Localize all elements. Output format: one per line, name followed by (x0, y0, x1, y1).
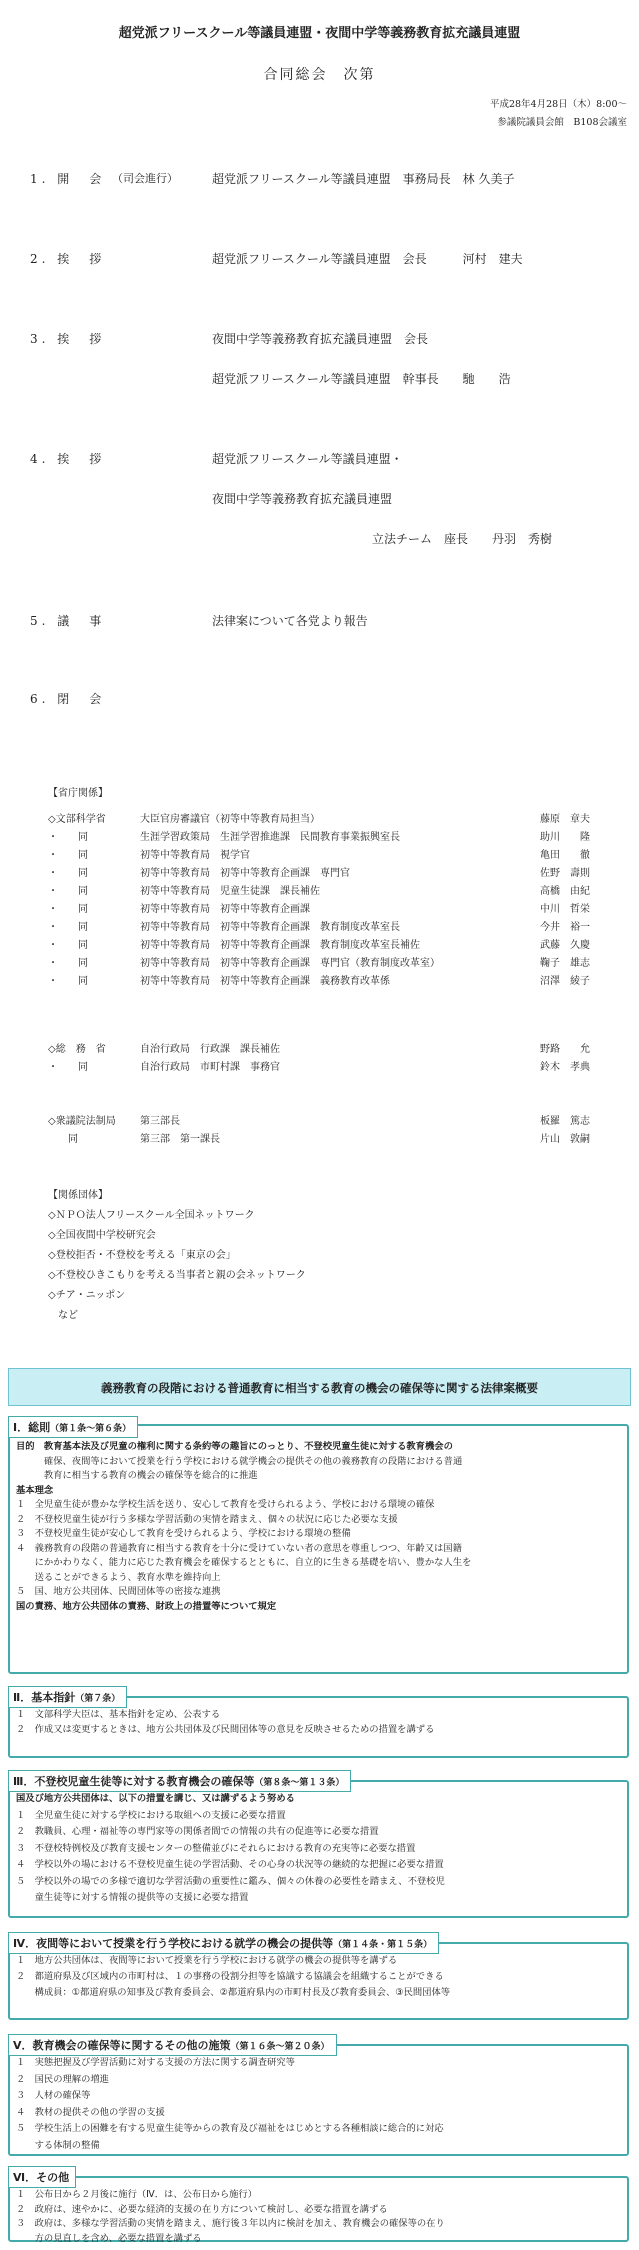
agenda-item-2-line: 超党派フリースクール等議員連盟 会長 河村 建夫 (212, 252, 523, 266)
official-agency: ・ 同 (48, 940, 88, 951)
agenda-item-2-number: 2. 挨 拶 (30, 252, 106, 266)
summary-line: 国の責務、地方公共団体の責務、財政上の措置等について規定 (16, 1600, 277, 1612)
official-position: 第三部 第一課長 (140, 1134, 220, 1145)
agenda-item-3-number: 3. 挨 拶 (30, 332, 106, 346)
document-subtitle: 合同総会 次第 (263, 67, 376, 83)
summary-line: 基本理念 (16, 1484, 54, 1496)
official-name: 野路 允 (540, 1044, 590, 1055)
official-position: 初等中等教育局 初等中等教育企画課 教育制度改革室長補佐 (140, 940, 420, 951)
agenda-item-4-line-1: 超党派フリースクール等議員連盟・ (212, 452, 403, 466)
summary-line: ２ 都道府県及び区域内の市町村は、１の事務の役割分担等を協議する協議会を組織することができる (16, 1971, 444, 1982)
summary-line: ２ 作成又は変更するときは、地方公共団体及び民間団体等の意見を反映させるための措置を講ずる (16, 1724, 435, 1735)
group-item: ◇ＮＰＯ法人フリースクール全国ネットワーク (48, 1210, 255, 1221)
official-agency: ・ 同 (48, 832, 88, 843)
summary-line: ３ 政府は、多様な学習活動の実情を踏まえ、施行後３年以内に検討を加え、教育機会の確保等の在り (16, 2218, 445, 2229)
summary-line: ４ 学校以外の場における不登校児童生徒の学習活動、その心身の状況等の継続的な把握に必要な措置 (16, 1859, 444, 1870)
official-position: 初等中等教育局 児童生徒課 課長補佐 (140, 886, 320, 897)
official-name: 高橋 由紀 (540, 886, 590, 897)
official-name: 武藤 久慶 (540, 940, 590, 951)
official-position: 生涯学習政策局 生涯学習推進課 民間教育事業振興室長 (140, 832, 400, 843)
section-5-heading: Ⅴ．教育機会の確保等に関するその他の施策（第１６条～第２０条） (8, 2034, 337, 2056)
summary-line: １ 実態把握及び学習活動に対する支援の方法に関する調査研究等 (16, 2057, 295, 2068)
section-6-heading: Ⅵ．その他 (8, 2166, 76, 2188)
summary-line: ４ 教材の提供その他の学習の支援 (16, 2106, 165, 2118)
official-name: 鈴木 孝典 (540, 1062, 590, 1073)
summary-line: ５ 学校以外の場での多様で適切な学習活動の重要性に鑑み、個々の休養の必要性を踏まえ、不登校児 (16, 1875, 445, 1887)
official-agency: ◇衆議院法制局 (48, 1116, 116, 1127)
official-name: 藤原 章夫 (540, 814, 590, 825)
official-agency: ・ 同 (48, 868, 88, 879)
meeting-date: 平成28年4月28日（木）8:00～ (489, 99, 627, 110)
summary-line: １ 文部科学大臣は、基本指針を定め、公表する (16, 1709, 221, 1720)
summary-line: 送ることができるよう、教育水準を維持向上 (16, 1571, 221, 1583)
summary-line: １ 全児童生徒が豊かな学校生活を送り、安心して教育を受けられるよう、学校における環境の確保 (16, 1499, 435, 1510)
official-position: 大臣官房審議官（初等中等教育局担当） (140, 814, 320, 825)
summary-line: する体制の整備 (16, 2139, 100, 2151)
agenda-item-3-line-1: 夜間中学等義務教育拡充議員連盟 会長 (212, 332, 429, 346)
official-position: 第三部長 (140, 1116, 180, 1127)
summary-line: ４ 義務教育の段階の普通教育に相当する教育を十分に受けていない者の意思を尊重しつつ、年齢又は国籍 (16, 1542, 462, 1554)
group-item: ◇チア・ニッポン (48, 1290, 126, 1301)
section-3-heading: Ⅲ．不登校児童生徒等に対する教育機会の確保等（第８条～第１３条） (8, 1770, 351, 1792)
official-name: 鞠子 雄志 (540, 958, 590, 969)
group-item: ◇登校拒否・不登校を考える「東京の会」 (48, 1250, 236, 1261)
official-position: 初等中等教育局 初等中等教育企画課 専門官 (140, 868, 350, 879)
summary-line: 確保、夜間等において授業を行う学校における就学機会の提供その他の義務教育の段階における普通 (16, 1455, 463, 1467)
official-agency: ◇文部科学省 (48, 814, 106, 825)
summary-line: ３ 人材の確保等 (16, 2090, 91, 2101)
official-position: 初等中等教育局 初等中等教育企画課 専門官（教育制度改革室） (140, 958, 440, 969)
summary-line: 教育に相当する教育の機会の確保等を総合的に推進 (16, 1470, 258, 1481)
agenda-item-4-line-2: 夜間中学等義務教育拡充議員連盟 (212, 492, 393, 506)
official-position: 自治行政局 行政課 課長補佐 (140, 1044, 280, 1055)
official-agency: ・ 同 (48, 850, 88, 861)
official-name: 亀田 徹 (540, 850, 590, 861)
summary-line: ５ 学校生活上の困難を有する児童生徒等からの教育及び福祉をはじめとする各種相談に総合的に対応 (16, 2123, 444, 2134)
summary-line: 童生徒等に対する情報の提供等の支援に必要な措置 (16, 1892, 249, 1903)
official-position: 自治行政局 市町村課 事務官 (140, 1062, 280, 1073)
section-4-heading: Ⅳ．夜間等において授業を行う学校における就学の機会の提供等（第１４条・第１５条） (8, 1932, 439, 1954)
summary-title: 義務教育の段階における普通教育に相当する教育の機会の確保等に関する法律案概要 (8, 1368, 631, 1406)
official-agency: 同 (48, 1134, 78, 1145)
summary-line: ３ 不登校特例校及び教育支援センターの整備並びにそれらにおける教育の充実等に必要な措置 (16, 1842, 416, 1854)
official-agency: ・ 同 (48, 886, 88, 897)
summary-line: ５ 国、地方公共団体、民間団体等の密接な連携 (16, 1586, 221, 1597)
official-agency: ・ 同 (48, 904, 88, 915)
section-2-heading: Ⅱ．基本指針（第７条） (8, 1686, 127, 1708)
official-position: 初等中等教育局 初等中等教育企画課 義務教育改革係 (140, 976, 390, 987)
summary-line: １ 地方公共団体は、夜間等において授業を行う学校における就学の機会の提供等を講ずる (16, 1955, 398, 1966)
group-item: など (48, 1310, 78, 1321)
meeting-venue: 参議院議員会館 B108会議室 (497, 117, 627, 128)
groups-heading: 【関係団体】 (48, 1190, 108, 1201)
summary-line: ２ 政府は、速やかに、必要な経済的支援の在り方について検討し、必要な措置を講ずる (16, 2203, 388, 2215)
document-title: 超党派フリースクール等議員連盟・夜間中学等義務教育拡充議員連盟 (118, 26, 521, 41)
official-agency: ・ 同 (48, 958, 88, 969)
agenda-item-1-line: 超党派フリースクール等議員連盟 事務局長 林 久美子 (212, 172, 515, 186)
official-name: 今井 裕一 (540, 922, 590, 933)
official-name: 板羅 篤志 (540, 1116, 590, 1127)
summary-line: １ 全児童生徒に対する学校における取組への支援に必要な措置 (16, 1809, 286, 1821)
summary-line: ２ 不登校児童生徒が行う多様な学習活動の実情を踏まえ、個々の状況に応じた必要な支援 (16, 1513, 398, 1525)
law-summary (8, 1368, 631, 2242)
official-position: 初等中等教育局 視学官 (140, 850, 250, 861)
official-agency: ・ 同 (48, 1062, 88, 1073)
official-name: 片山 敦嗣 (540, 1134, 590, 1145)
agenda-item-3-line-2: 超党派フリースクール等議員連盟 幹事長 馳 浩 (212, 372, 511, 386)
official-name: 助川 隆 (540, 832, 590, 843)
summary-line: ２ 国民の理解の増進 (16, 2073, 109, 2085)
summary-line: ２ 教職員、心理・福祉等の専門家等の関係者間での情報の共有の促進等に必要な措置 (16, 1826, 379, 1837)
summary-line: にかかわりなく、能力に応じた教育機会を確保するとともに、自立的に生きる基礎を培い、豊かな人生を (16, 1557, 472, 1568)
officials-heading: 【省庁関係】 (48, 788, 108, 799)
agenda-item-4-line-3: 立法チーム 座長 丹羽 秀樹 (372, 532, 553, 546)
summary-line: ３ 不登校児童生徒が安心して教育を受けられるよう、学校における環境の整備 (16, 1528, 351, 1539)
official-position: 初等中等教育局 初等中等教育企画課 教育制度改革室長 (140, 922, 400, 933)
agenda-item-4-number: 4. 挨 拶 (30, 452, 106, 466)
group-item: ◇不登校ひきこもりを考える当事者と親の会ネットワーク (48, 1270, 306, 1281)
official-agency: ・ 同 (48, 922, 88, 933)
summary-line: 方の見直しを含め、必要な措置を講ずる (16, 2232, 202, 2244)
official-position: 初等中等教育局 初等中等教育企画課 (140, 904, 310, 915)
official-name: 佐野 壽則 (540, 868, 590, 879)
group-item: ◇全国夜間中学校研究会 (48, 1230, 156, 1241)
official-name: 中川 哲栄 (540, 904, 590, 915)
agenda-item-1-number: 1. 開 会 (30, 172, 106, 186)
official-agency: ・ 同 (48, 976, 88, 987)
agenda-item-5-line: 法律案について各党より報告 (212, 614, 368, 628)
official-name: 沼澤 綾子 (540, 976, 590, 987)
agenda-item-5-number: 5. 議 事 (30, 614, 106, 628)
summary-line: 構成員：①都道府県の知事及び教育委員会、②都道府県内の市町村長及び教育委員会、③民間団体等 (16, 1987, 451, 1998)
summary-line: １ 公布日から２月後に施行（Ⅳ．は、公布日から施行） (16, 2189, 258, 2200)
summary-line: 国及び地方公共団体は、以下の措置を講じ、又は講ずるよう努める (16, 1793, 295, 1804)
agenda-item-1-note: （司会進行） (112, 172, 178, 185)
agenda-item-6-number: 6. 閉 会 (30, 692, 106, 706)
official-agency: ◇総 務 省 (48, 1044, 106, 1055)
section-1-heading: Ⅰ．総則（第１条～第６条） (8, 1416, 138, 1438)
summary-line: 目的 教育基本法及び児童の権利に関する条約等の趣旨にのっとり、不登校児童生徒に対する教育機会の (16, 1441, 453, 1452)
